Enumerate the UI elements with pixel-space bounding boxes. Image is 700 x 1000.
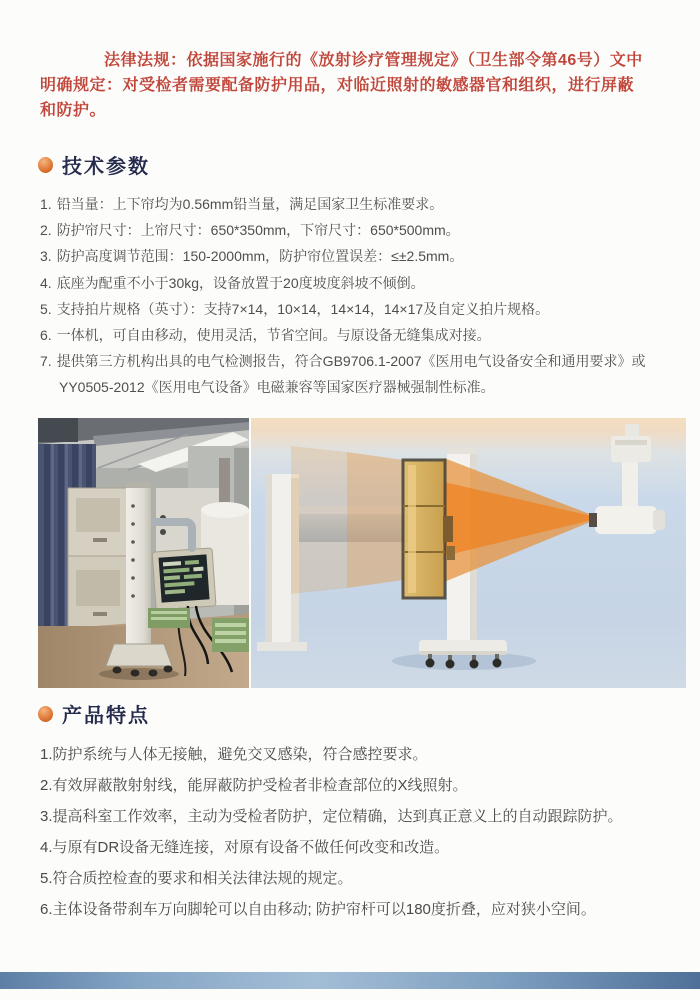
image-row [38,418,686,688]
feature-item: 6.主体设备带刹车万向脚轮可以自由移动; 防护帘杆可以180度折叠，应对狭小空间。 [40,901,596,918]
feature-item: 2.有效屏蔽散射射线，能屏蔽防护受检者非检查部位的X线照射。 [40,777,468,794]
feature-item: 3.提高科室工作效率，主动为受检者防护，定位精确，达到真正意义上的自动跟踪防护。 [40,808,623,825]
legal-notice: 法律法规：依据国家施行的《放射诊疗管理规定》（卫生部令第46号）文中明确规定：对受检者需要配备防护用品，对临近照射的敏感器官和组织，进行屏蔽和防护。 [40,52,643,119]
curtain-bracket [443,516,453,542]
cabinet-stack [68,488,130,628]
xray-cone-scatter [347,452,403,588]
section-title-tech: 技术参数 [62,156,150,178]
equipment-photo [38,418,249,688]
section-header-features [38,699,150,728]
section-bullet-icon [38,157,53,173]
feature-item: 5.符合质控检查的要求和相关法律法规的规定。 [40,870,353,887]
tech-spec-list [40,191,654,401]
air-grille [38,418,78,442]
feature-item: 4.与原有DR设备无缝连接，对原有设备不做任何改变和改造。 [40,839,450,856]
tech-spec-item: 1. 铅当量：上下帘均为0.56mm铅当量，满足国家卫生标准要求。 [40,196,444,212]
curtain-bracket-lower [447,546,455,560]
footer-accent-bar [0,972,700,989]
protection-render [251,418,686,688]
tech-spec-item: 4. 底座为配重不小于30kg，设备放置于20度坡度斜坡不倾倒。 [40,274,425,291]
feature-item: 1.防护系统与人体无接触，避免交叉感染，符合感控要求。 [40,746,428,763]
monitor [152,548,216,610]
tech-spec-item: 5. 支持拍片规格（英寸）：支持7×14，10×14，14×14，14×17及自定义拍片规格。 [40,300,550,317]
tech-spec-item: 2. 防护帘尺寸：上帘尺寸：650*350mm，下帘尺寸：650*500mm。 [40,222,460,239]
section-bullet-icon [38,706,53,722]
feature-list [40,739,662,925]
section-header-tech [38,150,150,179]
protection-curtain [403,460,445,598]
tech-spec-item: 7. 提供第三方机构出具的电气检测报告，符合GB9706.1-2007《医用电气设备安全和通用要求》或YY0505-2012《医用电气设备》电磁兼容等国家医疗器械强制性标准。 [40,353,646,396]
tech-spec-item: 3. 防护高度调节范围：150-2000mm，防护帘位置误差：≤±2.5mm。 [40,248,464,265]
tube-emitter [589,513,597,527]
tech-spec-item: 6. 一体机，可自由移动，使用灵活，节省空间。与原设备无缝集成对接。 [40,327,491,344]
xray-cone-scatter-far [291,446,347,594]
section-title-features: 产品特点 [62,705,150,727]
